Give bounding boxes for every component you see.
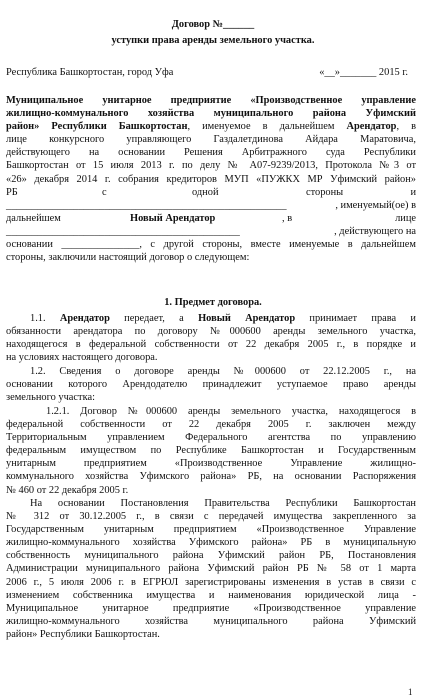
new-tenant-role: Новый Арендатор <box>198 313 296 324</box>
clause-line: коммунального хозяйства Уфимского района» РБ, на основании Распоряжения <box>6 471 416 483</box>
clause-1-2 <box>6 365 416 404</box>
party1-line: лице конкурсного управляющего Газдалетдинова Айдара Маратовича, <box>6 134 416 146</box>
clause-line: основании которого Арендодателю принадлежит уступаемое право аренды <box>6 379 416 391</box>
place-text: Республика Башкортостан, город Уфа <box>6 67 174 78</box>
party2-line <box>6 199 416 212</box>
party2-line: основании _______________, с другой стороны, вместе именуемые в дальнейшем <box>6 238 416 250</box>
i-text: и <box>410 186 416 198</box>
party2-line: стороны, заключили настоящий договор о следующем: <box>6 251 250 263</box>
date-text: «__»_______ 2015 г. <box>319 67 408 78</box>
clause-text: принимает права и <box>295 313 416 324</box>
party1-line: жилищно-коммунального хозяйства муниципального района Уфимский <box>6 108 416 120</box>
clause-line: Муниципальное унитарное предприятие «Производственное управление <box>6 602 416 614</box>
new-tenant-role: Новый Арендатор <box>130 212 216 224</box>
clause-line: жилищно-коммунального хозяйства Уфимского района» РБ в муниципальную <box>6 537 416 549</box>
clause-line: жилищно-коммунального хозяйства муниципального района Уфимский <box>6 615 416 627</box>
clause-line: Территориальным управлением Федерального агентства по управлению <box>6 432 416 444</box>
party1-line: Муниципальное унитарное предприятие «Производственное управление <box>6 95 416 106</box>
clause-line: земельного участка: <box>6 392 95 404</box>
litse-text: лице <box>395 212 416 224</box>
deystvuyuschego-text: , действующего на <box>334 225 416 237</box>
clause-line: 1.2. Сведения о договоре аренды №000600 от 22.12.2005 г., на <box>30 366 416 377</box>
clause-1-2-1 <box>6 405 416 497</box>
v-text: , в <box>282 212 293 224</box>
clause-number: 1.1. <box>30 313 60 324</box>
clause-line: Государственным унитарным предприятием «Производственное Управление <box>6 524 416 536</box>
odnoy-text: одной <box>192 186 219 198</box>
party1-line: Башкортостан от 15 июля 2013 г. по делу № А07-9239/2013, Протокола №3 от <box>6 160 416 172</box>
tenant-role: Арендатор <box>59 313 110 324</box>
clause-line: изменением собственника имущества и наименования юридической лица - <box>6 589 416 601</box>
clause-line: унитарным предприятием «Производственное Управление жилищно- <box>6 458 416 470</box>
clause-line: на условиях настоящего договора. <box>6 352 158 364</box>
party1-name-end: район» Республики Башкортостан <box>6 121 188 133</box>
rb-text: РБ <box>6 186 18 198</box>
party1-text: , в <box>396 121 417 133</box>
party1-line: «26» декабря 2014 г. собрания кредиторов МУП «ПУЖКХ МР Уфимский район» <box>6 173 416 185</box>
document-title: Договор №______ <box>171 19 255 30</box>
imenuemy-text: , именуемый(ое) в <box>335 199 416 211</box>
parties-paragraph <box>6 94 416 264</box>
clause-line: 1.2.1. Договор №000600 аренды земельного участка, находящегося в <box>46 406 416 417</box>
party2-line <box>6 212 416 225</box>
party1-line-rb <box>6 186 416 199</box>
party1-text: , именуемое в дальнейшем <box>187 121 347 133</box>
page-number: 1 <box>408 687 413 697</box>
clause-line: № 460 от 22 декабря 2005 г. <box>6 484 129 496</box>
clause-line <box>6 312 416 325</box>
clause-line: район» Республики Башкортостан. <box>6 628 160 640</box>
party2-line <box>6 225 416 238</box>
clause-line: находящегося в федеральной собственности от 22 декабря 2005 г., в порядке и <box>6 339 416 351</box>
clause-line: 2006 г., 5 июля 2006 г. в ЕГРЮЛ зарегистрированы изменения в устав в связи с <box>6 576 416 588</box>
document-subtitle: уступки права аренды земельного участка. <box>111 35 315 46</box>
party1-role: Арендатор <box>346 121 397 133</box>
party1-line <box>6 120 416 133</box>
clause-line: № 312 от 30.12.2005 г., в связи с передачей имущества закрепленного за <box>6 511 416 523</box>
clause-line: собственность муниципального района Уфимский район РБ, Постановления <box>6 550 416 562</box>
party1-line: действующего на основании Решения Арбитражного суда Республики <box>6 147 416 159</box>
dalneyshem-text: дальнейшем <box>6 212 61 224</box>
s-text: с <box>102 186 107 198</box>
clause-line: На основании Постановления Правительства Республики Башкортостан <box>30 498 416 509</box>
clause-text: передает, а <box>109 313 199 324</box>
clause-line: обязанности арендатора по договору №000600 аренды земельного участка, <box>6 326 416 338</box>
place-date-row <box>6 66 416 79</box>
blank-line: _____________________________________________ <box>6 225 240 237</box>
clause-line: федеральной собственности от 22 декабря 2005 г. заключен между <box>6 419 416 431</box>
clause-line: федеральным имуществом по Республике Башкортостан и Государственным <box>6 445 416 457</box>
section1-heading: 1. Предмет договора. <box>164 297 262 308</box>
clause-line: Администрации муниципального района Уфимский район РБ № 58 от 1 марта <box>6 563 416 575</box>
basis-paragraph <box>6 497 416 641</box>
blank-line: ______________________________________________________ <box>6 199 287 211</box>
storony-text: стороны <box>306 186 344 198</box>
clause-1-1 <box>6 312 416 364</box>
